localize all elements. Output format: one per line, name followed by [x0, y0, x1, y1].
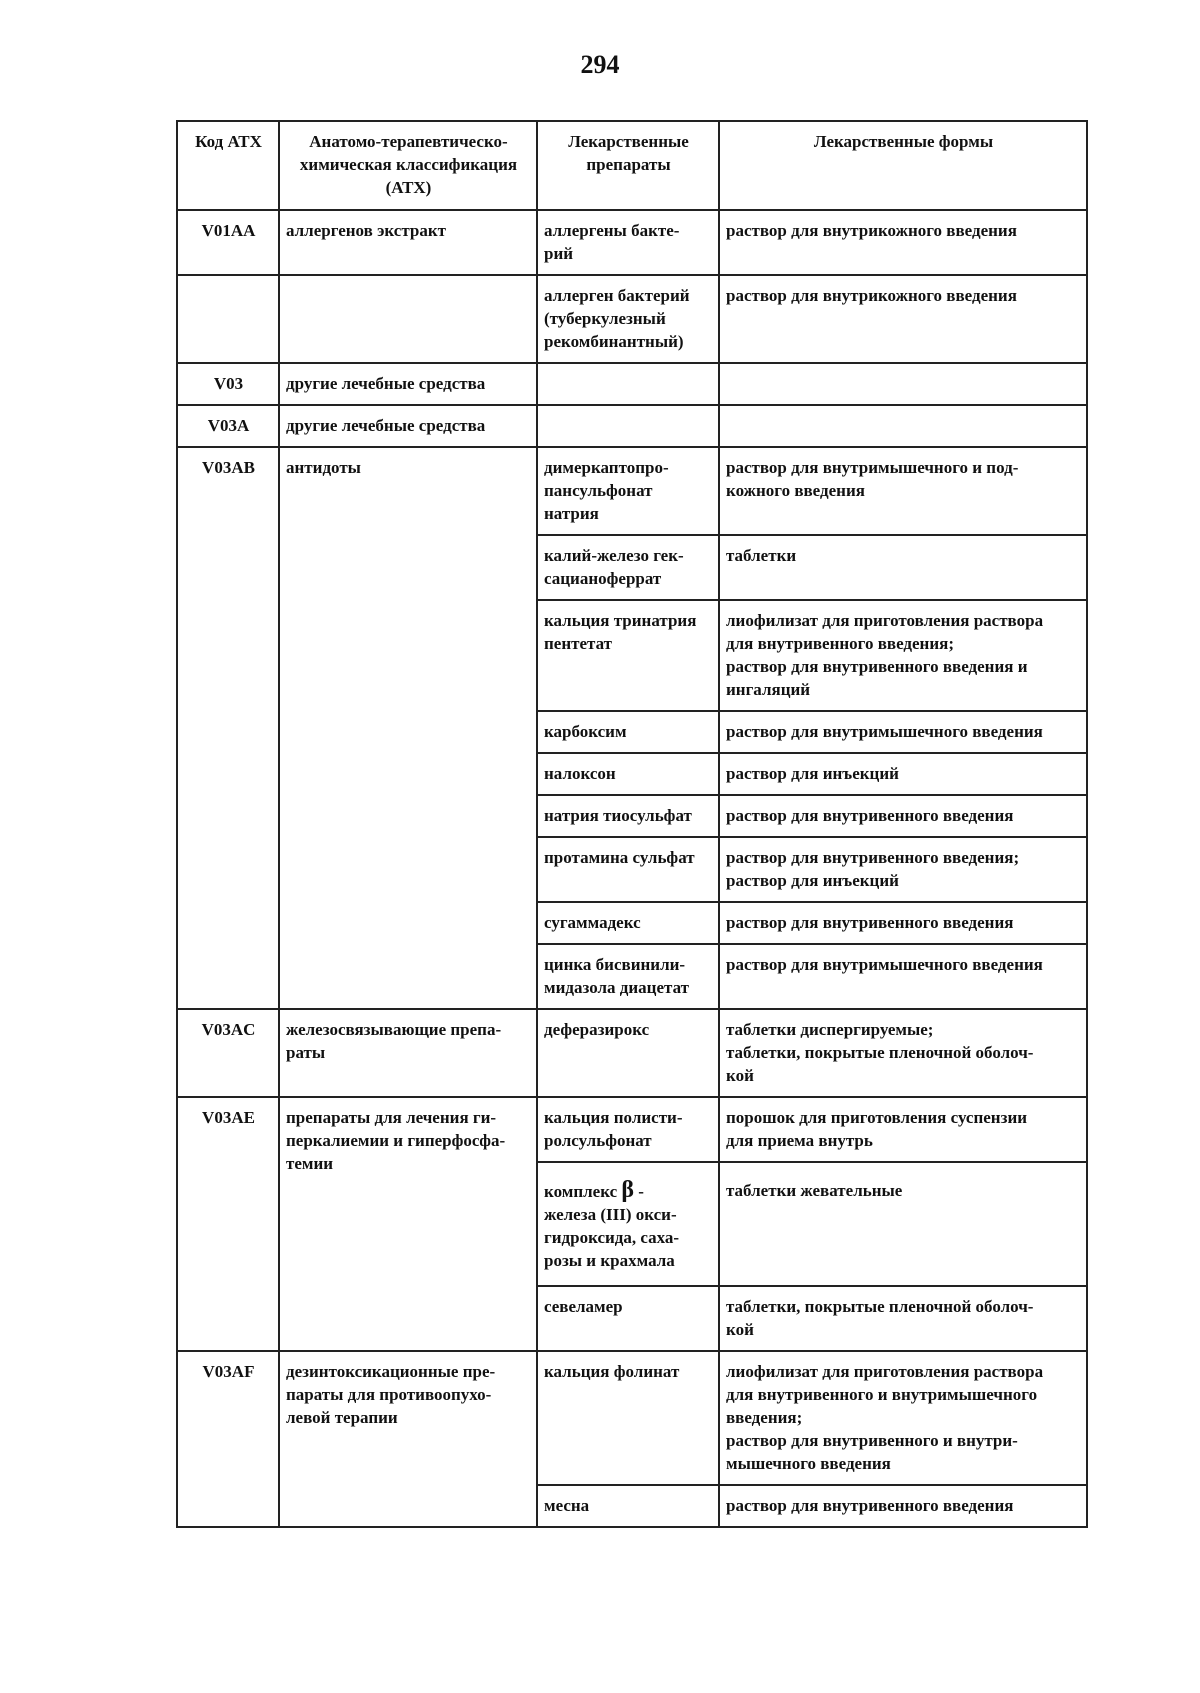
form-cell: раствор для внутривенного введения	[719, 902, 1087, 944]
form-cell: лиофилизат для приготовления раствора для внутривенного введения; раствор для внутривенного введения и ингаляций	[719, 600, 1087, 711]
form-cell: лиофилизат для приготовления раствора для внутривенного и внутримышечного введения; раствор для внутривенного и внутри- мышечного введения	[719, 1351, 1087, 1485]
classification-cell: дезинтоксикационные пре- параты для противоопухо- левой терапии	[279, 1351, 537, 1527]
drug-cell: деферазирокс	[537, 1009, 719, 1097]
drug-name-part: комплекс	[544, 1182, 622, 1201]
atc-code-cell: V03AF	[177, 1351, 279, 1527]
form-cell: раствор для внутривенного введения	[719, 1485, 1087, 1527]
form-cell	[719, 405, 1087, 447]
beta-symbol: β	[621, 1177, 635, 1203]
atc-code-cell: V03AC	[177, 1009, 279, 1097]
atc-code-cell	[177, 275, 279, 363]
form-cell: раствор для внутримышечного введения	[719, 944, 1087, 1009]
table-header-row	[177, 121, 1087, 210]
classification-cell: антидоты	[279, 447, 537, 1009]
drug-cell: севеламер	[537, 1286, 719, 1351]
classification-cell	[279, 275, 537, 363]
table-row	[177, 405, 1087, 447]
table-row	[177, 1097, 1087, 1162]
form-cell: раствор для внутривенного введения	[719, 795, 1087, 837]
atc-code-cell: V03AE	[177, 1097, 279, 1351]
form-cell: таблетки диспергируемые; таблетки, покрытые пленочной оболоч- кой	[719, 1009, 1087, 1097]
classification-cell: другие лечебные средства	[279, 363, 537, 405]
atc-code-cell: V03A	[177, 405, 279, 447]
drug-cell: натрия тиосульфат	[537, 795, 719, 837]
atc-code-cell: V03AB	[177, 447, 279, 1009]
form-cell: раствор для внутривенного введения; раствор для инъекций	[719, 837, 1087, 902]
drug-cell: кальция тринатрия пентетат	[537, 600, 719, 711]
drug-cell	[537, 1162, 719, 1286]
classification-cell: другие лечебные средства	[279, 405, 537, 447]
form-cell: порошок для приготовления суспензии для приема внутрь	[719, 1097, 1087, 1162]
drug-cell: кальция фолинат	[537, 1351, 719, 1485]
table-row	[177, 1351, 1087, 1485]
form-cell: раствор для внутримышечного и под- кожного введения	[719, 447, 1087, 535]
drug-cell: сугаммадекс	[537, 902, 719, 944]
classification-cell: препараты для лечения ги- перкалиемии и гиперфосфа- темии	[279, 1097, 537, 1351]
table-row	[177, 210, 1087, 275]
drug-cell: карбоксим	[537, 711, 719, 753]
header-drugs: Лекарственные препараты	[537, 121, 719, 210]
form-cell	[719, 363, 1087, 405]
form-cell: раствор для внутрикожного введения	[719, 275, 1087, 363]
drug-cell: протамина сульфат	[537, 837, 719, 902]
atc-table	[176, 120, 1088, 1528]
atc-code-cell: V03	[177, 363, 279, 405]
drug-name-part: - железа (III) окси- гидроксида, саха- розы и крахмала	[544, 1182, 680, 1270]
header-forms: Лекарственные формы	[719, 121, 1087, 210]
table-row	[177, 275, 1087, 363]
drug-cell: цинка бисвинили- мидазола диацетат	[537, 944, 719, 1009]
table-row	[177, 363, 1087, 405]
drug-cell: аллерген бактерий (туберкулезный рекомбинантный)	[537, 275, 719, 363]
drug-cell: кальция полисти- ролсульфонат	[537, 1097, 719, 1162]
classification-cell: железосвязывающие препа- раты	[279, 1009, 537, 1097]
drug-cell: калий-железо гек- сацианоферрат	[537, 535, 719, 600]
drug-cell: аллергены бакте- рий	[537, 210, 719, 275]
drug-cell: налоксон	[537, 753, 719, 795]
drug-cell	[537, 363, 719, 405]
form-cell: раствор для внутрикожного введения	[719, 210, 1087, 275]
header-code: Код АТХ	[177, 121, 279, 210]
form-cell: раствор для инъекций	[719, 753, 1087, 795]
form-cell: таблетки жевательные	[719, 1162, 1087, 1286]
page-number: 294	[580, 50, 620, 79]
table-row	[177, 1009, 1087, 1097]
drug-cell	[537, 405, 719, 447]
atc-code-cell: V01AA	[177, 210, 279, 275]
drug-cell: месна	[537, 1485, 719, 1527]
form-cell: раствор для внутримышечного введения	[719, 711, 1087, 753]
classification-cell: аллергенов экстракт	[279, 210, 537, 275]
table-row	[177, 447, 1087, 535]
form-cell: таблетки, покрытые пленочной оболоч- кой	[719, 1286, 1087, 1351]
header-classification: Анатомо-терапевтическо- химическая классификация (АТХ)	[279, 121, 537, 210]
form-cell: таблетки	[719, 535, 1087, 600]
drug-cell: димеркаптопро- пансульфонат натрия	[537, 447, 719, 535]
